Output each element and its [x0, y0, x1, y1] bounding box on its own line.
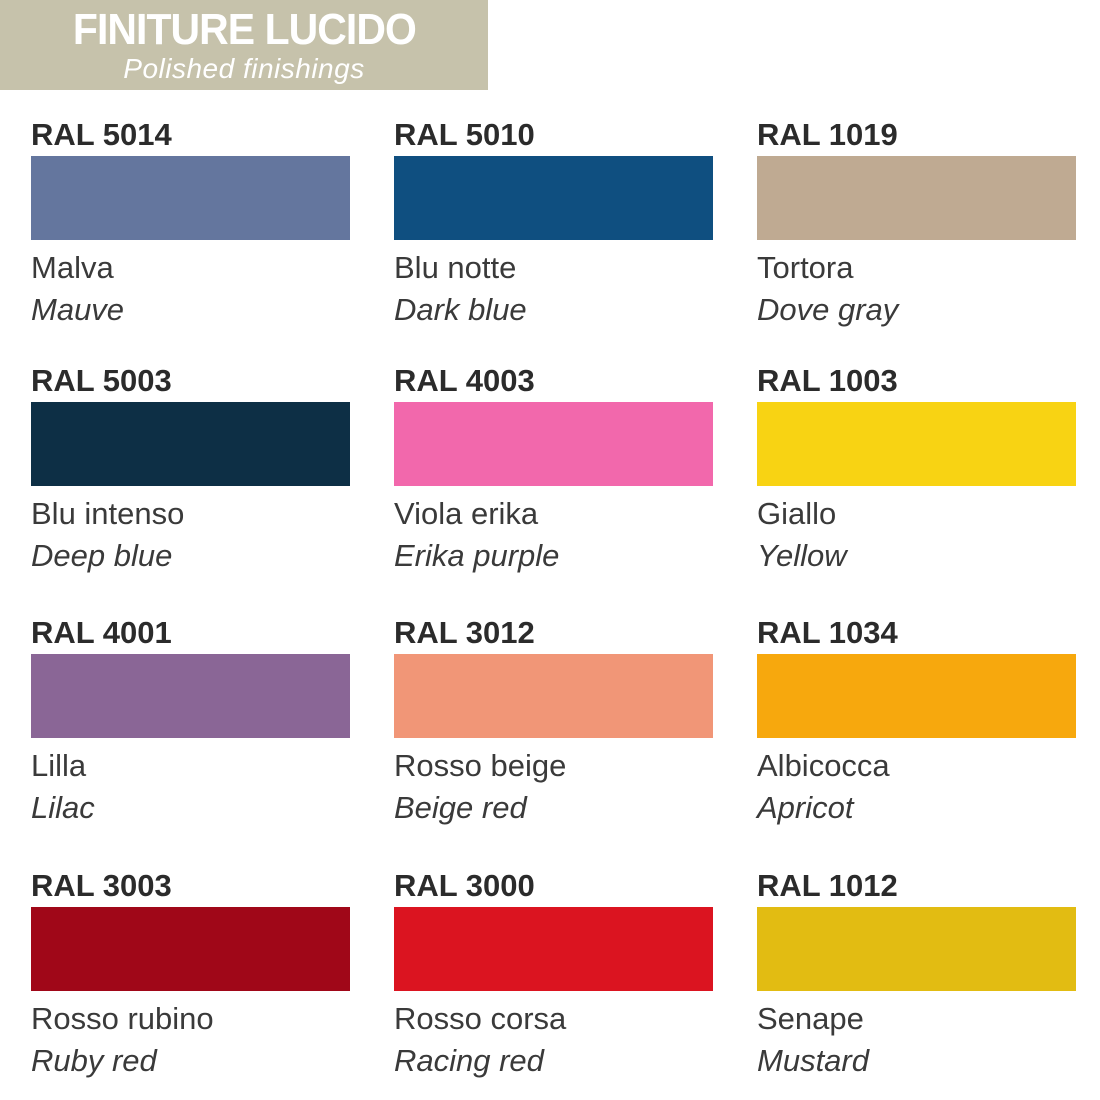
- swatch-color-block: [31, 402, 350, 486]
- swatch-name-italian: Rosso rubino: [31, 1001, 214, 1036]
- swatch-color-block: [394, 907, 713, 991]
- swatch-color-block: [31, 156, 350, 240]
- swatch-name-english: Yellow: [757, 538, 847, 573]
- swatch-color-block: [394, 156, 713, 240]
- swatch-ral-code: RAL 4003: [394, 363, 535, 398]
- swatch-cell: [394, 116, 713, 362]
- swatch-cell: [757, 362, 1076, 614]
- swatch-name-italian: Senape: [757, 1001, 864, 1036]
- swatch-ral-code: RAL 3000: [394, 868, 535, 903]
- swatch-name-english: Mauve: [31, 292, 125, 327]
- swatch-name-italian: Blu intenso: [31, 496, 185, 531]
- swatch-ral-code: RAL 5014: [31, 117, 172, 152]
- swatch-cell: [394, 614, 713, 867]
- swatch-name-italian: Rosso corsa: [394, 1001, 567, 1036]
- swatch-cell: [757, 116, 1076, 362]
- swatch-cell: [394, 867, 713, 1087]
- swatch-color-block: [394, 402, 713, 486]
- swatch-color-block: [31, 907, 350, 991]
- swatch-ral-code: RAL 3012: [394, 615, 535, 650]
- swatch-color-block: [757, 156, 1076, 240]
- swatch-name-english: Beige red: [394, 790, 527, 825]
- swatch-cell: [757, 614, 1076, 867]
- swatch-color-block: [394, 654, 713, 738]
- swatch-color-block: [757, 654, 1076, 738]
- swatch-name-english: Dark blue: [394, 292, 527, 327]
- swatch-name-italian: Blu notte: [394, 250, 517, 285]
- swatch-grid: [31, 116, 1093, 1087]
- swatch-ral-code: RAL 5010: [394, 117, 535, 152]
- swatch-name-italian: Viola erika: [394, 496, 539, 531]
- section-title: FINITURE LUCIDO: [72, 4, 416, 54]
- swatch-color-block: [31, 654, 350, 738]
- swatch-ral-code: RAL 5003: [31, 363, 172, 398]
- swatch-name-italian: Lilla: [31, 748, 87, 783]
- swatch-ral-code: RAL 1003: [757, 363, 898, 398]
- swatch-name-english: Racing red: [394, 1043, 544, 1078]
- swatch-cell: [31, 614, 350, 867]
- swatch-name-english: Deep blue: [31, 538, 173, 573]
- swatch-ral-code: RAL 1012: [757, 868, 898, 903]
- header-banner: [0, 0, 488, 90]
- section-subtitle: Polished finishings: [123, 52, 365, 84]
- swatch-name-english: Lilac: [31, 790, 95, 825]
- swatch-name-english: Ruby red: [31, 1043, 157, 1078]
- swatch-name-english: Apricot: [757, 790, 854, 825]
- swatch-cell: [31, 362, 350, 614]
- swatch-name-italian: Rosso beige: [394, 748, 567, 783]
- swatch-cell: [31, 867, 350, 1087]
- swatch-cell: [394, 362, 713, 614]
- swatch-color-block: [757, 907, 1076, 991]
- swatch-ral-code: RAL 4001: [31, 615, 172, 650]
- swatch-cell: [31, 116, 350, 362]
- swatch-color-block: [757, 402, 1076, 486]
- swatch-name-italian: Giallo: [757, 496, 837, 531]
- swatch-name-english: Dove gray: [757, 292, 899, 327]
- swatch-name-italian: Tortora: [757, 250, 854, 285]
- swatch-ral-code: RAL 1019: [757, 117, 898, 152]
- swatch-name-italian: Malva: [31, 250, 114, 285]
- swatch-cell: [757, 867, 1076, 1087]
- swatch-ral-code: RAL 3003: [31, 868, 172, 903]
- swatch-name-english: Erika purple: [394, 538, 560, 573]
- swatch-ral-code: RAL 1034: [757, 615, 898, 650]
- swatch-name-english: Mustard: [757, 1043, 869, 1078]
- swatch-name-italian: Albicocca: [757, 748, 890, 783]
